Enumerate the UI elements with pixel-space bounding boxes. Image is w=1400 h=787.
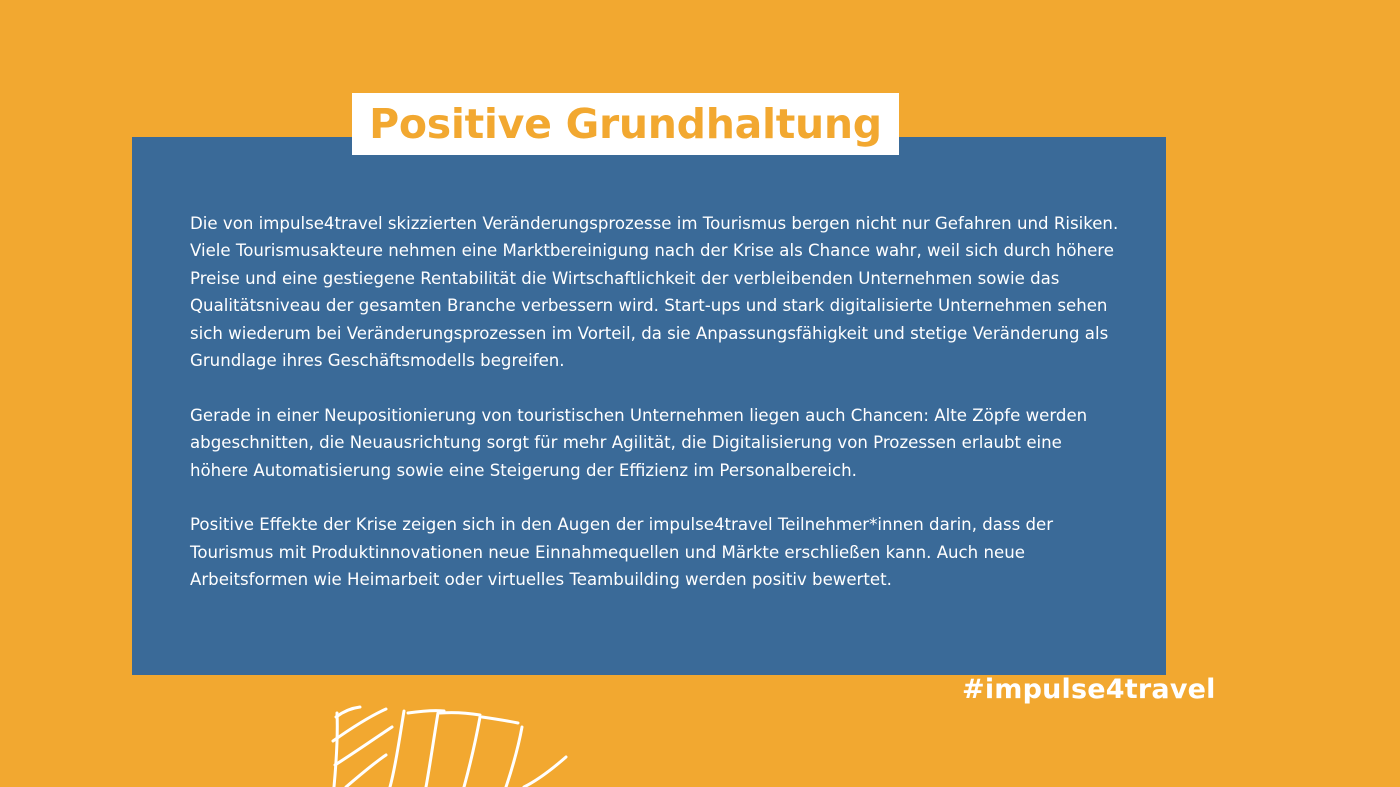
- hand-drawn-scribble-icon: [330, 705, 580, 787]
- page-title: Positive Grundhaltung: [369, 100, 882, 148]
- hashtag-logo: #impulse4travel: [962, 674, 1216, 705]
- paragraph-3: Positive Effekte der Krise zeigen sich in den Augen der impulse4travel Teilnehmer*innen darin, dass der Tourismus mit Produktinnovationen neue Einnahmequellen und Märkte erschließen kann. Auch neue Arbeitsformen wie Heimarbeit oder virtuelles Teambuilding werden positiv bewertet.: [190, 515, 1054, 590]
- title-box: [352, 93, 899, 155]
- paragraph-1: Die von impulse4travel skizzierten Veränderungsprozesse im Tourismus bergen nicht nur Gefahren und Risiken. Viele Tourismusakteure nehmen eine Marktbereinigung nach der Krise als Chance wahr, weil sich durch höhere Preise und eine gestiegene Rentabilität die Wirtschaftlichkeit der verbleibenden Unternehmen sowie das Qualitätsniveau der gesamten Branche verbessern wird. Start-ups und stark digitalisierte Unternehmen sehen sich wiederum bei Veränderungsprozessen im Vorteil, da sie Anpassungsfähigkeit und stetige Veränderung als Grundlage ihres Geschäftsmodells begreifen.: [190, 214, 1119, 371]
- paragraph-2: Gerade in einer Neupositionierung von touristischen Unternehmen liegen auch Chancen: Alte Zöpfe werden abgeschnitten, die Neuausrichtung sorgt für mehr Agilität, die Digitalisierung von Prozessen erlaubt eine höhere Automatisierung sowie eine Steigerung der Effizienz im Personalbereich.: [190, 405, 1088, 480]
- body-text: [190, 210, 1120, 621]
